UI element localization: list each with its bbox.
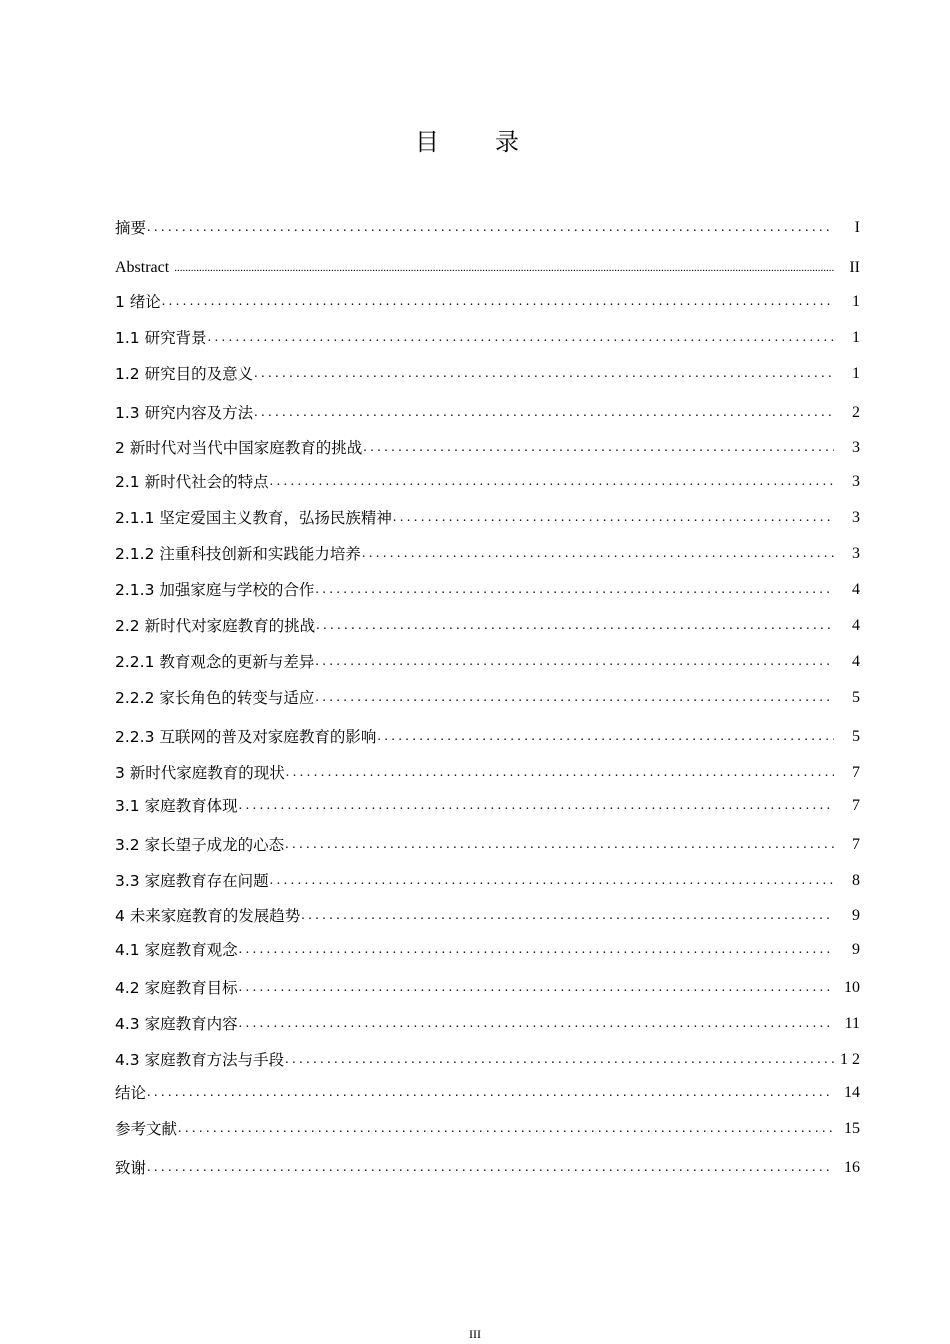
dot-leader bbox=[147, 1083, 834, 1103]
toc-entry-page: 9 bbox=[852, 941, 860, 958]
toc-entry[interactable] bbox=[115, 1010, 860, 1034]
toc-entry[interactable] bbox=[115, 648, 860, 672]
toc-entry-page: 7 bbox=[852, 797, 860, 814]
toc-entry-label: 1.1 研究背景 bbox=[115, 329, 207, 347]
toc-entry-label: 3 新时代家庭教育的现状 bbox=[115, 764, 285, 782]
toc-entry[interactable] bbox=[115, 936, 860, 960]
toc-entry[interactable] bbox=[115, 792, 860, 816]
toc-entry[interactable] bbox=[115, 254, 860, 278]
dot-leader bbox=[363, 438, 834, 458]
toc-entry-label: 3.2 家长望子成龙的心态 bbox=[115, 836, 285, 854]
toc-entry[interactable] bbox=[115, 974, 860, 998]
toc-entry-label: 2 新时代对当代中国家庭教育的挑战 bbox=[115, 439, 363, 457]
toc-entry[interactable] bbox=[115, 1115, 860, 1139]
toc-entry[interactable] bbox=[115, 759, 860, 783]
toc-entry-label: 4.3 家庭教育内容 bbox=[115, 1015, 238, 1033]
toc-entry-page: 5 bbox=[852, 689, 860, 706]
page-number: III bbox=[469, 1327, 481, 1341]
toc-entry-page: 1 2 bbox=[840, 1051, 860, 1068]
toc-entry-page: 2 bbox=[852, 404, 860, 421]
dot-leader bbox=[301, 906, 834, 926]
toc-entry[interactable] bbox=[115, 684, 860, 708]
dot-leader bbox=[286, 763, 834, 783]
dot-leader bbox=[162, 292, 834, 312]
dot-leader bbox=[393, 508, 834, 528]
toc-entry-page: II bbox=[849, 259, 860, 276]
toc-entry[interactable] bbox=[115, 288, 860, 312]
toc-entry-page: I bbox=[854, 219, 860, 236]
toc-entry-label: 2.1 新时代社会的特点 bbox=[115, 473, 269, 491]
toc-entry-page: 10 bbox=[844, 979, 860, 996]
toc-entry-label: 4.2 家庭教育目标 bbox=[115, 979, 238, 997]
toc-entry-label: 摘要 bbox=[115, 219, 147, 237]
toc-entry[interactable] bbox=[115, 612, 860, 636]
toc-entry-label: 2.2.1 教育观念的更新与差异 bbox=[115, 653, 315, 671]
toc-entry[interactable] bbox=[115, 504, 860, 528]
toc-entry[interactable] bbox=[115, 1154, 860, 1178]
dot-leader bbox=[315, 688, 834, 708]
toc-entry-label: 4.3 家庭教育方法与手段 bbox=[115, 1051, 285, 1069]
dot-leader bbox=[239, 1014, 834, 1034]
dot-leader bbox=[315, 652, 834, 672]
toc-entry-page: 4 bbox=[852, 581, 860, 598]
toc-entry-page: 4 bbox=[852, 653, 860, 670]
dot-leader bbox=[285, 835, 834, 855]
toc-entry-label: Abstract bbox=[115, 259, 170, 276]
toc-entry-label: 2.1.3 加强家庭与学校的合作 bbox=[115, 581, 315, 599]
toc-entry-page: 3 bbox=[852, 509, 860, 526]
toc-entry[interactable] bbox=[115, 902, 860, 926]
toc-entry-page: 15 bbox=[844, 1120, 860, 1137]
toc-entry-page: 16 bbox=[844, 1159, 860, 1176]
dot-leader bbox=[174, 258, 834, 278]
toc-entry-label: 1 绪论 bbox=[115, 293, 161, 311]
toc-entry-page: 3 bbox=[852, 439, 860, 456]
dot-leader bbox=[239, 978, 834, 998]
dot-leader bbox=[377, 727, 834, 747]
toc-entry[interactable] bbox=[115, 468, 860, 492]
dot-leader bbox=[316, 616, 834, 636]
toc-title: 目 录 bbox=[415, 128, 535, 156]
dot-leader bbox=[254, 403, 834, 423]
toc-entry[interactable] bbox=[115, 576, 860, 600]
dot-leader bbox=[239, 940, 834, 960]
toc-entry-label: 结论 bbox=[115, 1084, 147, 1102]
dot-leader bbox=[239, 796, 834, 816]
toc-entry-label: 致谢 bbox=[115, 1159, 147, 1177]
dot-leader bbox=[254, 364, 834, 384]
toc-entry-page: 4 bbox=[852, 617, 860, 634]
toc-entry-page: 1 bbox=[852, 293, 860, 310]
toc-entry-label: 3.1 家庭教育体现 bbox=[115, 797, 238, 815]
toc-entry[interactable] bbox=[115, 360, 860, 384]
dot-leader bbox=[147, 218, 834, 238]
toc-entry-label: 1.2 研究目的及意义 bbox=[115, 365, 254, 383]
toc-entry-label: 2.2 新时代对家庭教育的挑战 bbox=[115, 617, 316, 635]
dot-leader bbox=[178, 1119, 834, 1139]
dot-leader bbox=[315, 580, 834, 600]
toc-entry[interactable] bbox=[115, 1046, 860, 1070]
toc-entry[interactable] bbox=[115, 867, 860, 891]
toc-entry-page: 8 bbox=[852, 872, 860, 889]
toc-entry-label: 2.1.1 坚定爱国主义教育，弘扬民族精神 bbox=[115, 509, 392, 527]
toc-entry-page: 3 bbox=[852, 545, 860, 562]
toc-entry[interactable] bbox=[115, 540, 860, 564]
toc-entry-label: 参考文献 bbox=[115, 1120, 178, 1138]
toc-entry[interactable] bbox=[115, 831, 860, 855]
dot-leader bbox=[285, 1050, 834, 1070]
toc-entry-page: 14 bbox=[844, 1084, 860, 1101]
toc-entry-label: 1.3 研究内容及方法 bbox=[115, 404, 254, 422]
toc-entry[interactable] bbox=[115, 214, 860, 238]
toc-entry-page: 7 bbox=[852, 764, 860, 781]
toc-entry-label: 4.1 家庭教育观念 bbox=[115, 941, 238, 959]
dot-leader bbox=[147, 1158, 834, 1178]
toc-entry-label: 2.2.3 互联网的普及对家庭教育的影响 bbox=[115, 728, 377, 746]
toc-entry-label: 2.1.2 注重科技创新和实践能力培养 bbox=[115, 545, 361, 563]
toc-entry[interactable] bbox=[115, 723, 860, 747]
toc-entry[interactable] bbox=[115, 399, 860, 423]
toc-entry-page: 1 bbox=[852, 365, 860, 382]
toc-entry-page: 9 bbox=[852, 907, 860, 924]
toc-entry-page: 11 bbox=[844, 1015, 860, 1032]
toc-entry[interactable] bbox=[115, 434, 860, 458]
dot-leader bbox=[208, 328, 834, 348]
toc-entry-page: 7 bbox=[852, 836, 860, 853]
dot-leader bbox=[362, 544, 834, 564]
dot-leader bbox=[270, 472, 834, 492]
toc-entry-label: 2.2.2 家长角色的转变与适应 bbox=[115, 689, 315, 707]
toc-entry-page: 5 bbox=[852, 728, 860, 745]
toc-entry-label: 4 未来家庭教育的发展趋势 bbox=[115, 907, 301, 925]
toc-entry[interactable] bbox=[115, 324, 860, 348]
toc-entry[interactable] bbox=[115, 1079, 860, 1103]
toc-entry-label: 3.3 家庭教育存在问题 bbox=[115, 872, 269, 890]
toc-entry-page: 3 bbox=[852, 473, 860, 490]
toc-entry-page: 1 bbox=[852, 329, 860, 346]
dot-leader bbox=[270, 871, 834, 891]
